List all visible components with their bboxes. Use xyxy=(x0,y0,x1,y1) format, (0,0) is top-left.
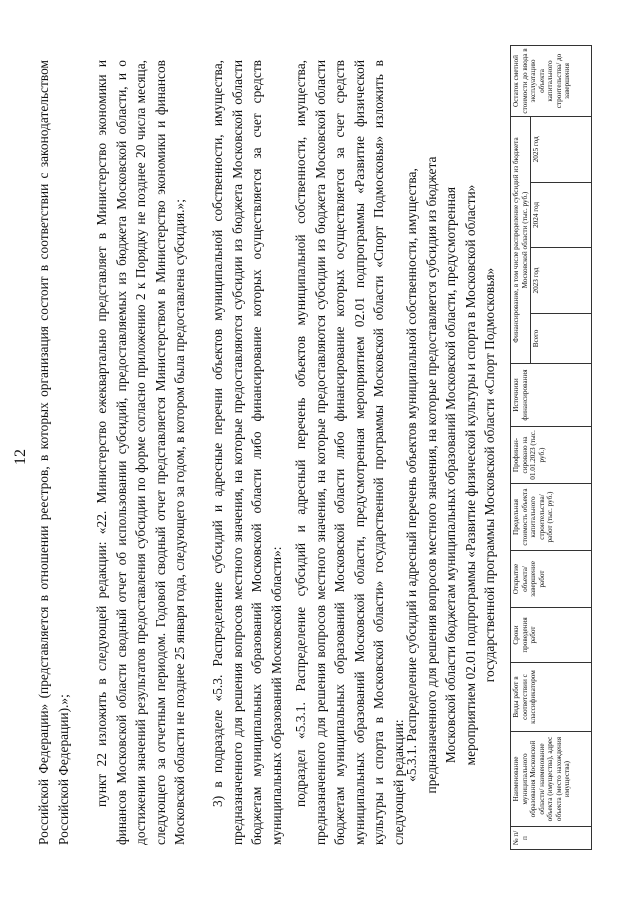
paragraph-3: 3) в подразделе «5.3. Распределение субсидий и адресные перечни объектов муниципальной собственности, имущества, предназначенного для решения вопросов местного значения, на которые предоставляются субсидии из бюджета Московской области бюджетам муниципальных образований Московской области либо финансирование которых осуществляется за счет средств муниципальных образований Московской области»: xyxy=(210,60,284,845)
col-total: Всего xyxy=(531,313,592,363)
paragraph-2: пункт 22 изложить в следующей редакции: «22. Министерство ежеквартально представляет в Министерство экономики и финансов Московской области сводный отчет об использовании субсидий, предоставляемых из бюджета Московской области, и о достижении значений результатов предоставления субсидии по форме согласно приложению 2 к Порядку не позднее 20 числа месяца, следующего за отчетным периодом. Годовой сводный отчет представляется Министерством в Министерство экономики и финансов Московской области не позднее 25 января года, следующего за годом, в котором была предоставлена субсидия.»; xyxy=(94,60,187,845)
page-number: 12 xyxy=(12,449,29,465)
paragraph-1: Российской Федерации» (представляется в отношении реестров, в которых организация состоит в соответствии с законодательством Российской Федерации).»; xyxy=(36,60,71,845)
col-open: Открытие объекта/ завершение работ xyxy=(511,551,592,608)
subsidy-table xyxy=(510,45,592,850)
col-terms: Сроки проведения работ xyxy=(511,608,592,663)
col-cost: Предельная стоимость объекта капитального строительства/ работ (тыс. руб.) xyxy=(511,484,592,551)
col-works: Виды работ в соответствии с классификатором xyxy=(511,663,592,732)
section-title: «5.3.1. Распределение субсидий и адресный перечень объектов муниципальной собственности, имущества, предназначенного для решения вопросов местного значения, на которые предоставляется субсидия из бюджета Московской области бюджетам муниципальных образований Московской области, предусмотренная мероприятием 02.01 подпрограммы «Развитие физической культуры и спорта в Московской области» государственной программы Московской области «Спорт Подмосковья» xyxy=(404,156,497,794)
col-name: Наименование муниципального образования Московской области/ наименование объекта (имущества), адрес объекта (место нахождения имущества) xyxy=(511,732,592,827)
col-funding: Финансирование, в том числе распределение субсидий из бюджета Московской области (тыс. руб.) xyxy=(511,117,531,364)
col-source: Источники финансирования xyxy=(511,364,592,427)
col-financed: Профинан-сировано на 01.01.2023 (тыс. руб.) xyxy=(511,427,592,484)
col-2024: 2024 год xyxy=(531,182,592,248)
table-header-row xyxy=(511,46,531,850)
col-rest: Остаток сметной стоимости до ввода в эксплуатацию объекта капитального строительства/ до завершения xyxy=(511,46,592,117)
col-2023: 2023 год xyxy=(531,248,592,314)
paragraph-4: подраздел «5.3.1. Распределение субсидий и адресный перечень объектов муниципальной собственности, имущества, предназначенного для решения вопросов местного значения, на которые предоставляются субсидии из бюджета Московской области бюджетам муниципальных образований Московской области либо финансирование которых осуществляется за счет средств муниципальных образований Московской области, предусмотренная мероприятием 02.01 подпрограммы «Развитие физической культуры и спорта в Московской области» государственной программы Московской области «Спорт Подмосковья» изложить в следующей редакции: xyxy=(293,60,406,845)
col-num: № п/п xyxy=(511,827,592,850)
col-2025: 2025 год xyxy=(531,117,592,183)
